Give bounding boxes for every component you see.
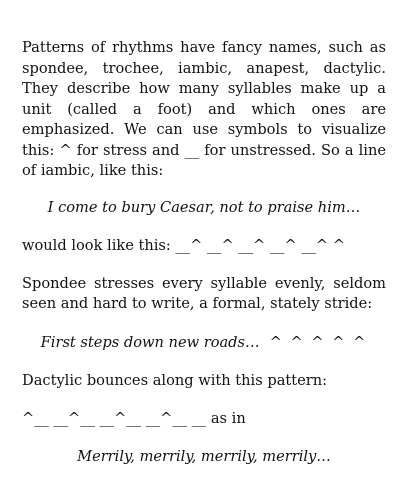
iambic-pattern-line: would look like this: __^ __^ __^ __^ __^ ^: [22, 236, 346, 254]
example-spondee: [22, 333, 386, 353]
spondee-symbols: ^ ^ ^ ^ ^: [269, 333, 368, 351]
example-iambic: I come to bury Caesar, not to praise him…: [47, 198, 361, 216]
example-spondee-text: First steps down new roads…: [40, 333, 260, 351]
paragraph-intro: Patterns of rhythms have fancy names, such as spondee, trochee, iambic, anapest, dactylic. They describe how many syllables make up a unit (called a foot) and which ones are emphasized. We can use symbols to visualize this: ^ for stress and __ for unstressed. So a line of iambic, like this:: [22, 39, 386, 179]
paragraph-spondee: Spondee stresses every syllable evenly, seldom seen and hard to write, a formal, stately stride:: [22, 274, 386, 312]
paragraph-dactylic: Dactylic bounces along with this pattern:: [22, 371, 328, 389]
document-page: [22, 38, 386, 467]
example-dactylic: Merrily, merrily, merrily, merrily…: [77, 447, 331, 465]
dactylic-pattern-line: ^__ __^__ __^__ __^__ __ as in: [22, 409, 246, 427]
